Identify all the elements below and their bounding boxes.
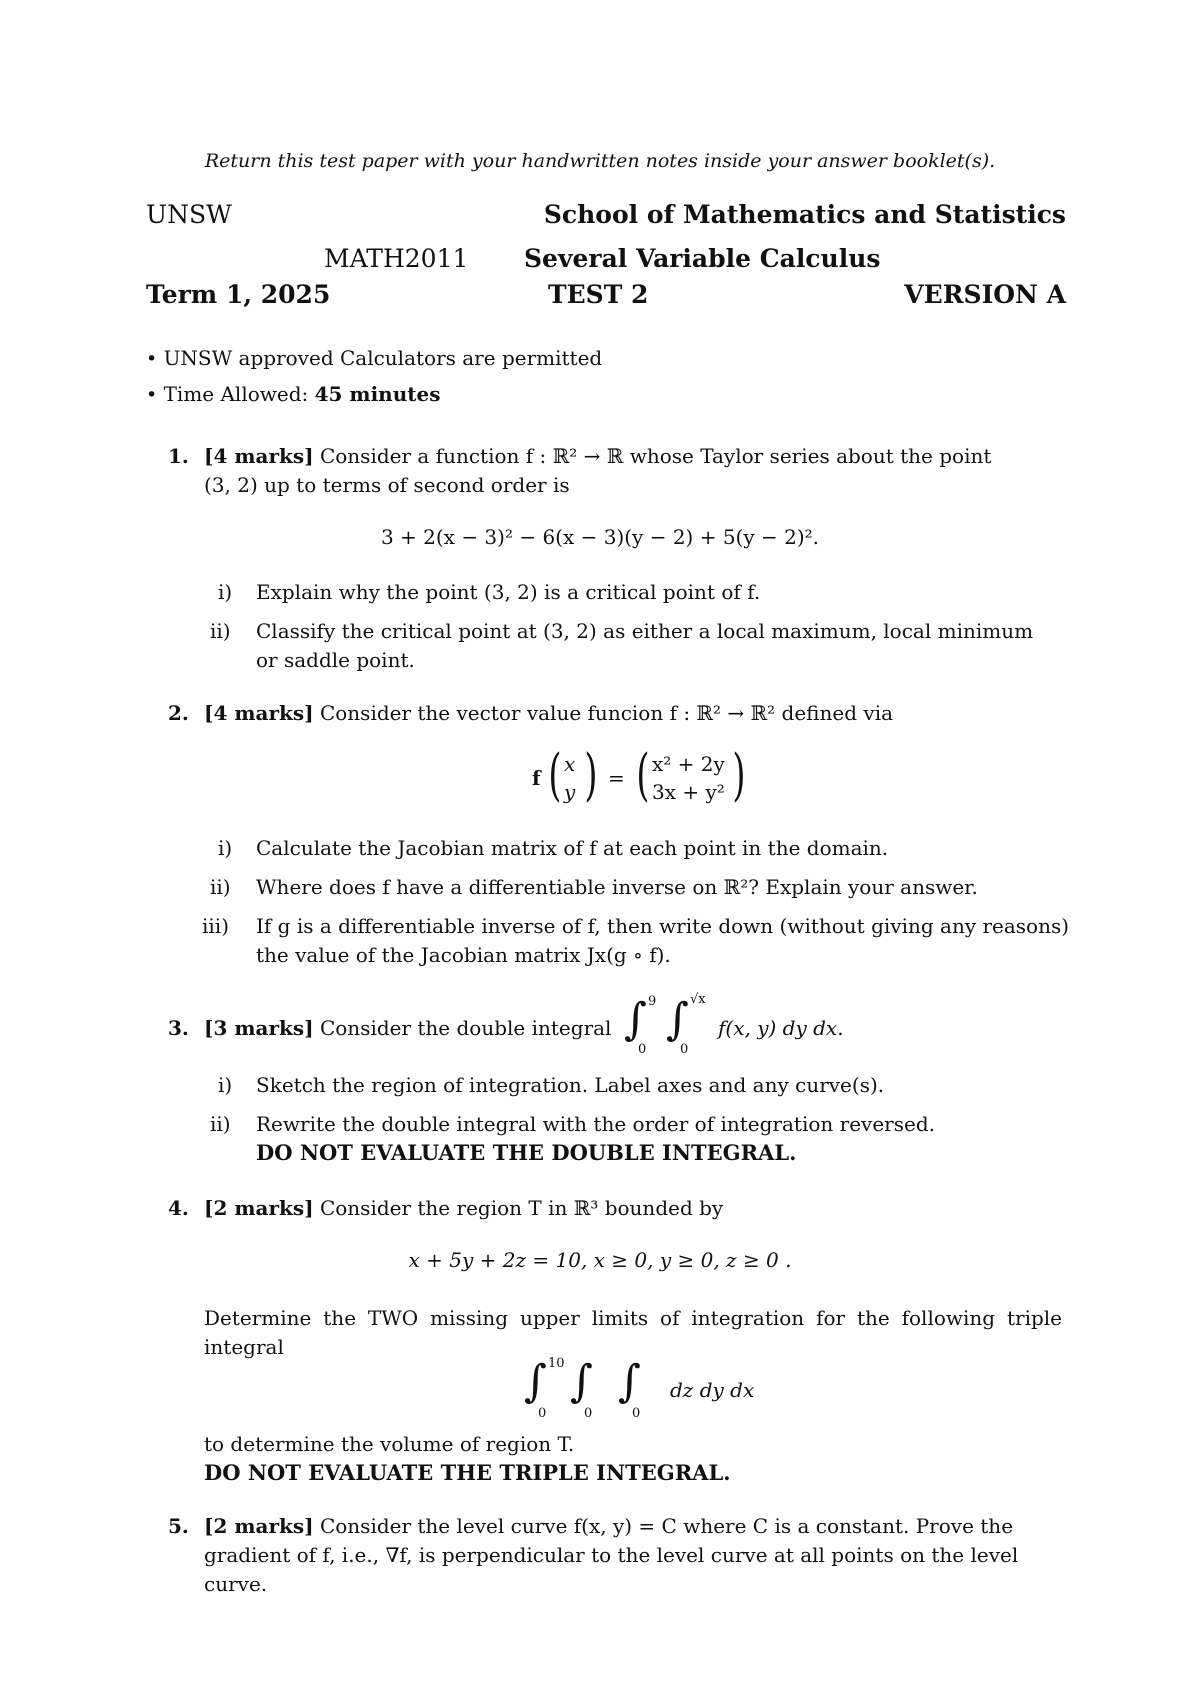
right-paren-icon: ) [584, 743, 598, 808]
question-1-line2: (3, 2) up to terms of second order is [204, 473, 570, 497]
integral-sign-icon: ∫ [570, 1356, 593, 1407]
test-label: TEST 2 [548, 280, 649, 309]
lhs-top: x [564, 752, 576, 776]
equals-sign: = [608, 766, 625, 790]
rule-time [146, 382, 440, 406]
version-label: VERSION A [904, 280, 1066, 309]
question-3-marks: [3 marks] [204, 1016, 314, 1040]
outer-lower-limit: 0 [638, 1042, 647, 1057]
integral-sign-icon: ∫ [524, 1356, 547, 1407]
left-paren-icon: ( [548, 743, 562, 808]
function-symbol: f [532, 766, 541, 790]
time-allowed-value: 45 minutes [314, 382, 441, 406]
bullet-icon: • [146, 384, 158, 406]
school-name: School of Mathematics and Statistics [543, 200, 1066, 229]
course-code: MATH2011 [324, 244, 469, 273]
question-4-marks: [2 marks] [204, 1196, 314, 1220]
return-notice: Return this test paper with your handwritten notes inside your answer booklet(s). [204, 150, 996, 172]
triple-lower-limit-2: 0 [584, 1406, 593, 1421]
question-3-line1: [3 marks] Consider the double integral [204, 1016, 612, 1040]
question-2-number: 2. [168, 701, 189, 725]
question-3-part-ii-label: ii) [210, 1112, 231, 1136]
university-name: UNSW [146, 200, 232, 229]
bullet-icon: • [146, 348, 158, 370]
question-2-part-i-label: i) [218, 836, 233, 860]
question-1-part-i-text: Explain why the point (3, 2) is a critical point of f. [256, 580, 761, 604]
left-paren-icon: ( [636, 743, 650, 808]
question-2-part-ii-text: Where does f have a differentiable inverse on ℝ²? Explain your answer. [256, 875, 978, 899]
integrand: f(x, y) dy dx. [718, 1016, 844, 1040]
question-5-line3: curve. [204, 1572, 268, 1596]
question-3-part-i-text: Sketch the region of integration. Label axes and any curve(s). [256, 1073, 885, 1097]
question-4-after: to determine the volume of region T. [204, 1432, 575, 1456]
question-1-part-ii-label: ii) [210, 619, 231, 643]
question-1-line1: [4 marks] Consider a function f : ℝ² → ℝ whose Taylor series about the point [204, 444, 992, 468]
inner-upper-limit: √x [690, 992, 706, 1007]
question-1-marks: [4 marks] [204, 444, 314, 468]
triple-lower-limit-1: 0 [538, 1406, 547, 1421]
question-1-part-ii-text: Classify the critical point at (3, 2) as either a local maximum, local minimum [256, 619, 1034, 643]
question-3-part-ii-text: Rewrite the double integral with the order of integration reversed. [256, 1112, 935, 1136]
integral-sign-icon: ∫ [666, 994, 689, 1045]
term-label: Term 1, 2025 [146, 280, 331, 309]
question-3-warning: DO NOT EVALUATE THE DOUBLE INTEGRAL. [256, 1140, 797, 1165]
lhs-bottom: y [564, 780, 576, 804]
integral-sign-icon: ∫ [618, 1356, 641, 1407]
question-5-line1: [2 marks] Consider the level curve f(x, y) = C where C is a constant. Prove the [204, 1514, 1014, 1538]
question-2-part-ii-label: ii) [210, 875, 231, 899]
question-4-warning: DO NOT EVALUATE THE TRIPLE INTEGRAL. [204, 1460, 731, 1485]
question-1-number: 1. [168, 444, 189, 468]
question-4-number: 4. [168, 1196, 189, 1220]
question-3-number: 3. [168, 1016, 189, 1040]
rhs-bottom: 3x + y² [652, 780, 725, 804]
right-paren-icon: ) [732, 743, 746, 808]
question-5-marks: [2 marks] [204, 1514, 314, 1538]
integral-sign-icon: ∫ [624, 994, 647, 1045]
question-2-part-iii-text2: the value of the Jacobian matrix Jx(g ∘ f). [256, 943, 671, 967]
question-5-number: 5. [168, 1514, 189, 1538]
rule-calculators [146, 346, 602, 370]
question-1-part-i-label: i) [218, 580, 233, 604]
question-4-triple-integral [520, 1352, 760, 1422]
triple-upper-limit: 10 [548, 1356, 565, 1371]
outer-upper-limit: 9 [648, 994, 657, 1009]
question-1-part-ii-text2: or saddle point. [256, 648, 415, 672]
rule-text: UNSW approved Calculators are permitted [163, 346, 603, 370]
question-1-taylor-formula: 3 + 2(x − 3)² − 6(x − 3)(y − 2) + 5(y − 2)². [380, 525, 820, 549]
course-title: Several Variable Calculus [524, 244, 881, 273]
question-3-part-i-label: i) [218, 1073, 233, 1097]
question-4-instructions: Determine the TWO missing upper limits of integration for the following triple integral [204, 1306, 1062, 1359]
question-3-double-integral [620, 990, 860, 1060]
rule-text: Time Allowed: [163, 382, 315, 406]
question-2-part-iii-text: If g is a differentiable inverse of f, then write down (without giving any reasons) [256, 914, 1070, 938]
triple-lower-limit-3: 0 [632, 1406, 641, 1421]
question-4-line1: [2 marks] Consider the region T in ℝ³ bounded by [204, 1196, 724, 1220]
inner-lower-limit: 0 [680, 1042, 689, 1057]
question-2-line1: [4 marks] Consider the vector value funcion f : ℝ² → ℝ² defined via [204, 701, 894, 725]
question-2-part-iii-label: iii) [202, 914, 229, 938]
question-5-line2: gradient of f, i.e., ∇f, is perpendicular to the level curve at all points on the level [204, 1543, 1019, 1567]
question-2-marks: [4 marks] [204, 701, 314, 725]
triple-integrand: dz dy dx [670, 1378, 755, 1402]
question-2-part-i-text: Calculate the Jacobian matrix of f at each point in the domain. [256, 836, 889, 860]
rhs-top: x² + 2y [652, 752, 725, 776]
question-4-plane-formula: x + 5y + 2z = 10, x ≥ 0, y ≥ 0, z ≥ 0 . [408, 1248, 792, 1272]
